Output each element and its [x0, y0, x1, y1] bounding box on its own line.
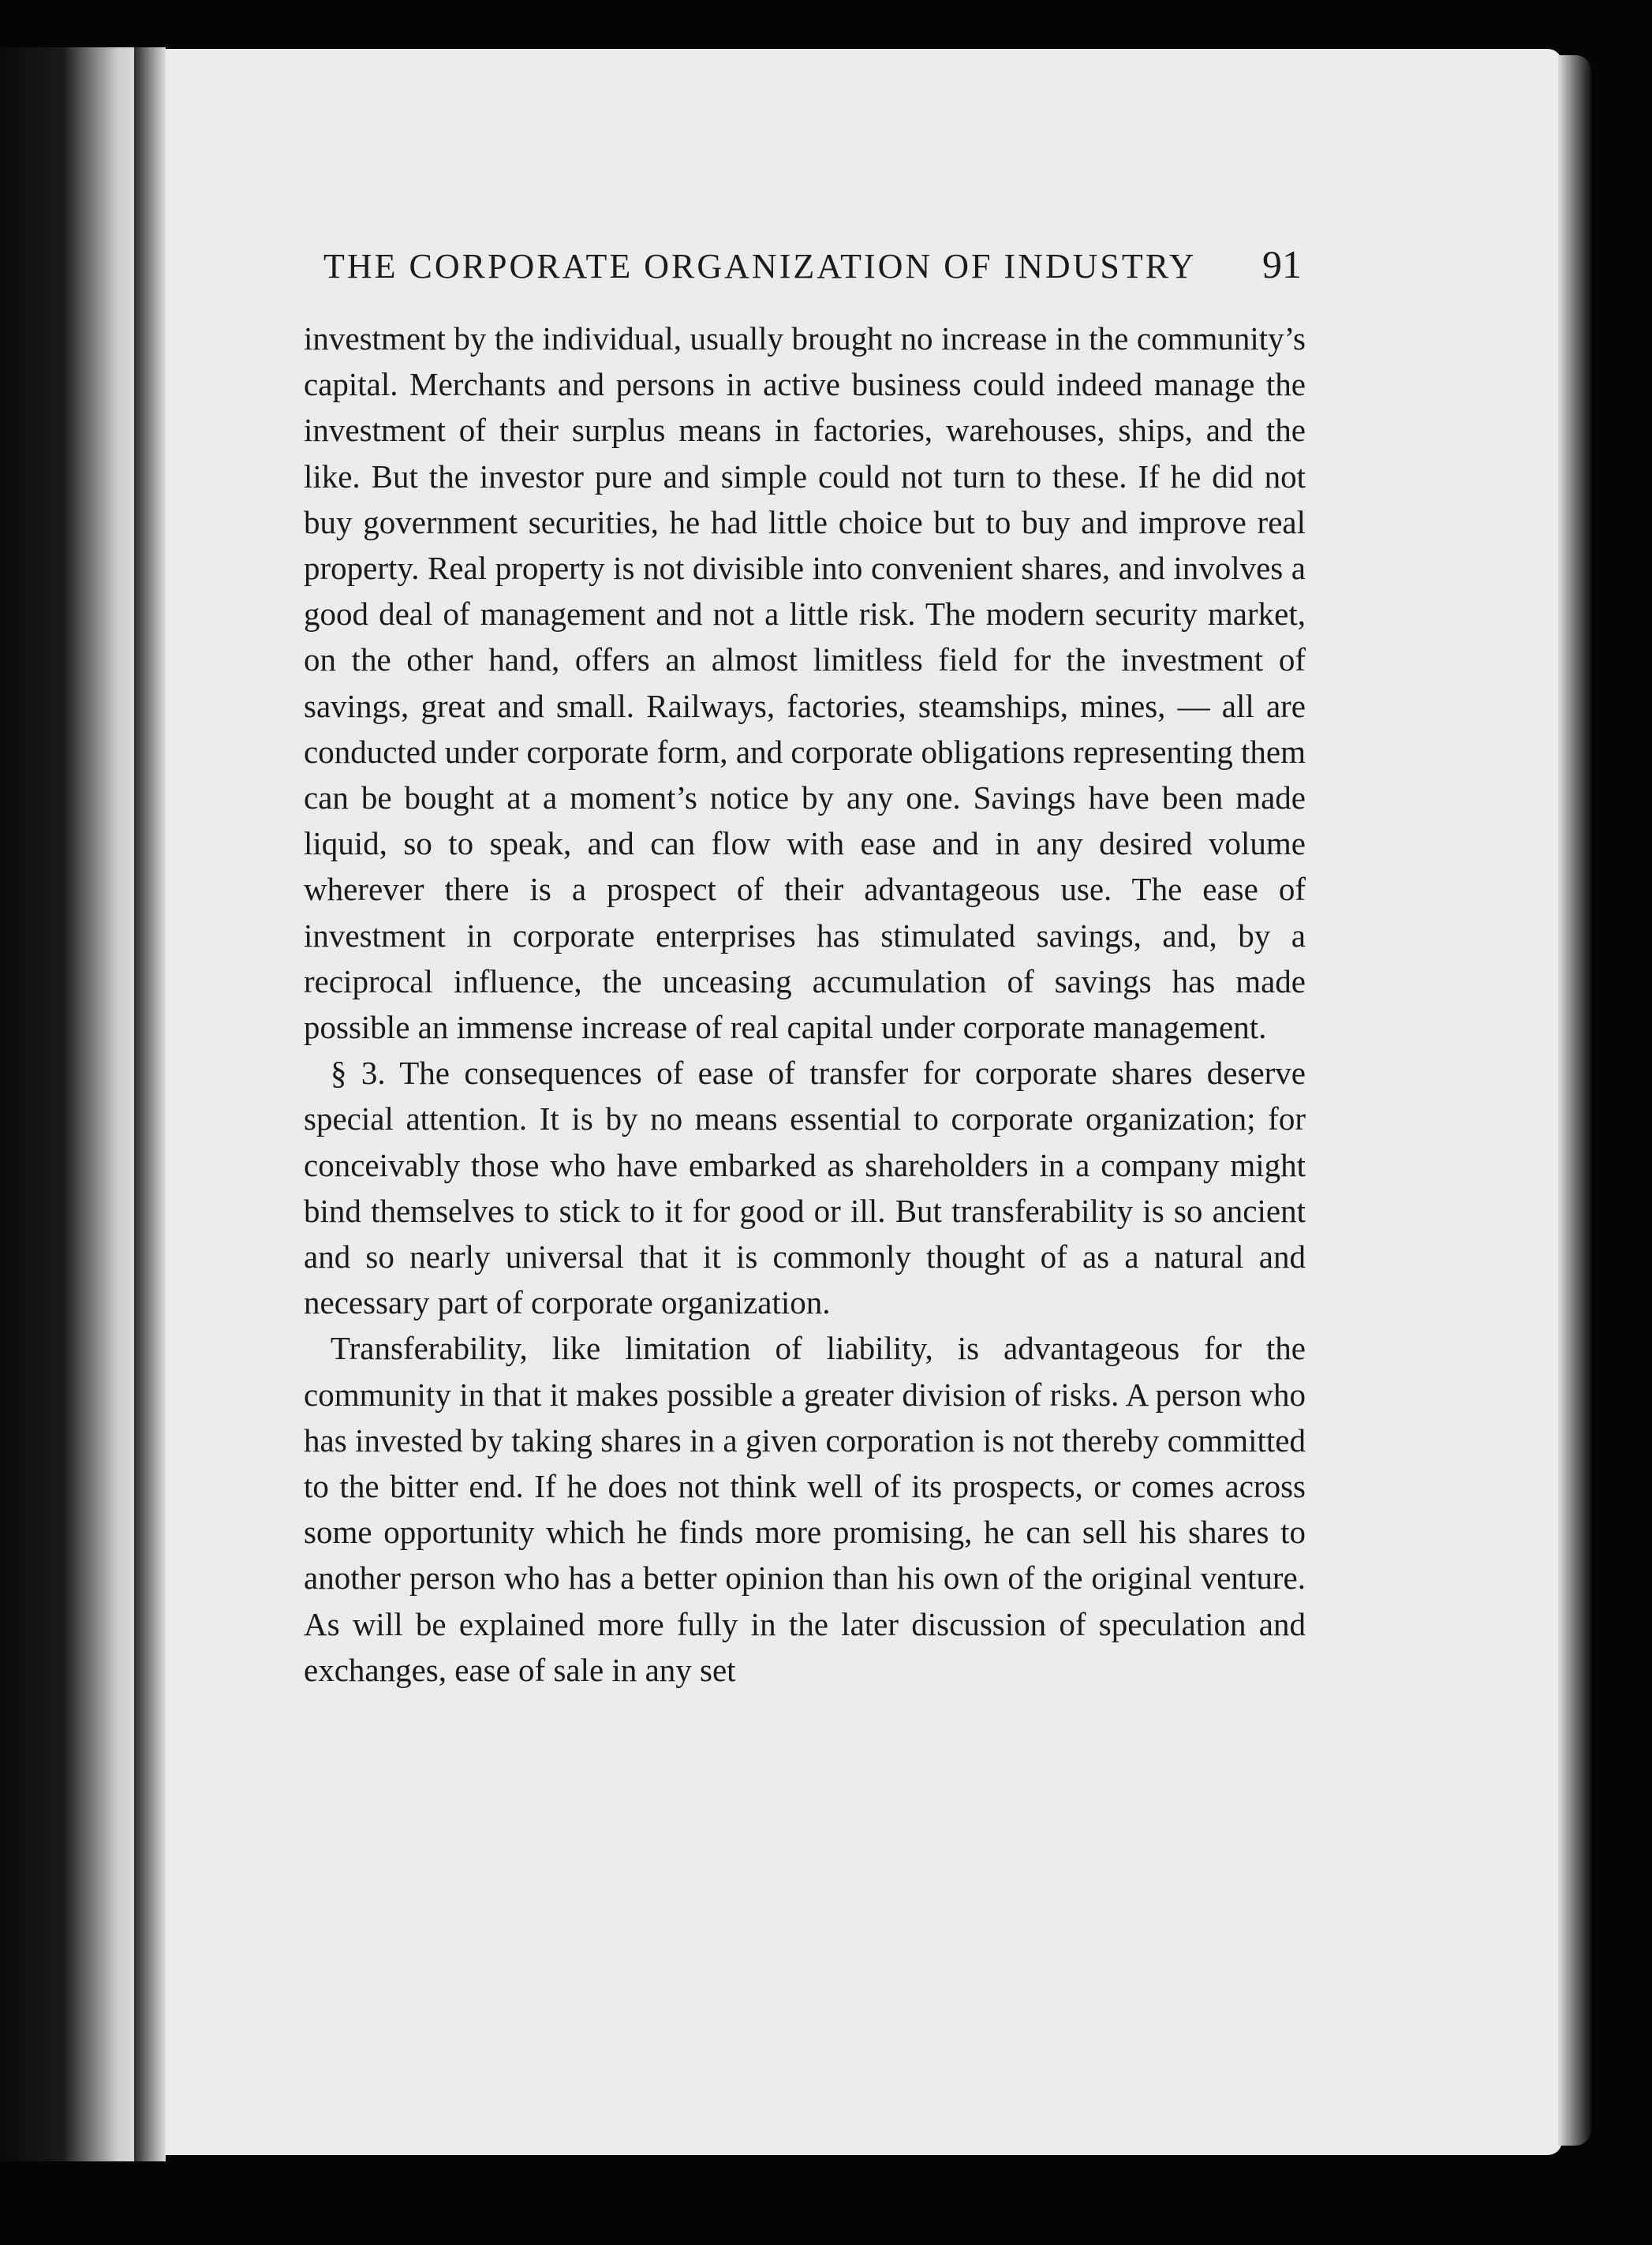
- page-number: 91: [1262, 242, 1302, 286]
- page-edge-shadow: [1558, 55, 1591, 2146]
- binding-shadow: [134, 47, 166, 2161]
- running-header: [323, 237, 1302, 300]
- paragraph-continued: investment by the individual, usually brought no increase in the community’s capital. Merchants and persons in active business could indeed manage the investment of their surplus means in factories, warehouses, ships, and the like. But the investor pure and simple could not turn to these. If he did not buy government securities, he had little choice but to buy and improve real property. Real property is not divisible into convenient shares, and involves a good deal of management and not a little risk. The modern security market, on the other hand, offers an almost limitless field for the investment of savings, great and small. Railways, factories, steamships, mines, — all are conducted under corporate form, and corporate obligations representing them can be bought at a moment’s notice by any one. Savings have been made liquid, so to speak, and can flow with ease and in any desired volume wherever there is a prospect of their advantageous use. The ease of investment in corporate enterprises has stimulated savings, and, by a reciprocal influence, the unceasing accumulation of savings has made possible an immense increase of real capital under corporate management.: [304, 320, 1306, 1046]
- body-text: [304, 316, 1306, 1693]
- paragraph-section-3: § 3. The consequences of ease of transfer for corporate shares deserve special attention. It is by no means essential to corporate organization; for conceivably those who have embarked as shareholders in a company might bind themselves to stick to it for good or ill. But transferability is so ancient and so nearly universal that it is commonly thought of as a natural and necessary part of corporate organization.: [304, 1055, 1306, 1321]
- paragraph-transferability: Transferability, like limitation of liability, is advantageous for the community in that it makes possible a greater division of risks. A person who has invested by taking shares in a given corporation is not thereby committed to the bitter end. If he does not think well of its prospects, or comes across some opportunity which he finds more promising, he can sell his shares to another person who has a better opinion than his own of the original venture. As will be explained more fully in the later discussion of speculation and exchanges, ease of sale in any set: [304, 1330, 1306, 1688]
- running-head-title: THE CORPORATE ORGANIZATION OF INDUSTRY: [323, 247, 1197, 286]
